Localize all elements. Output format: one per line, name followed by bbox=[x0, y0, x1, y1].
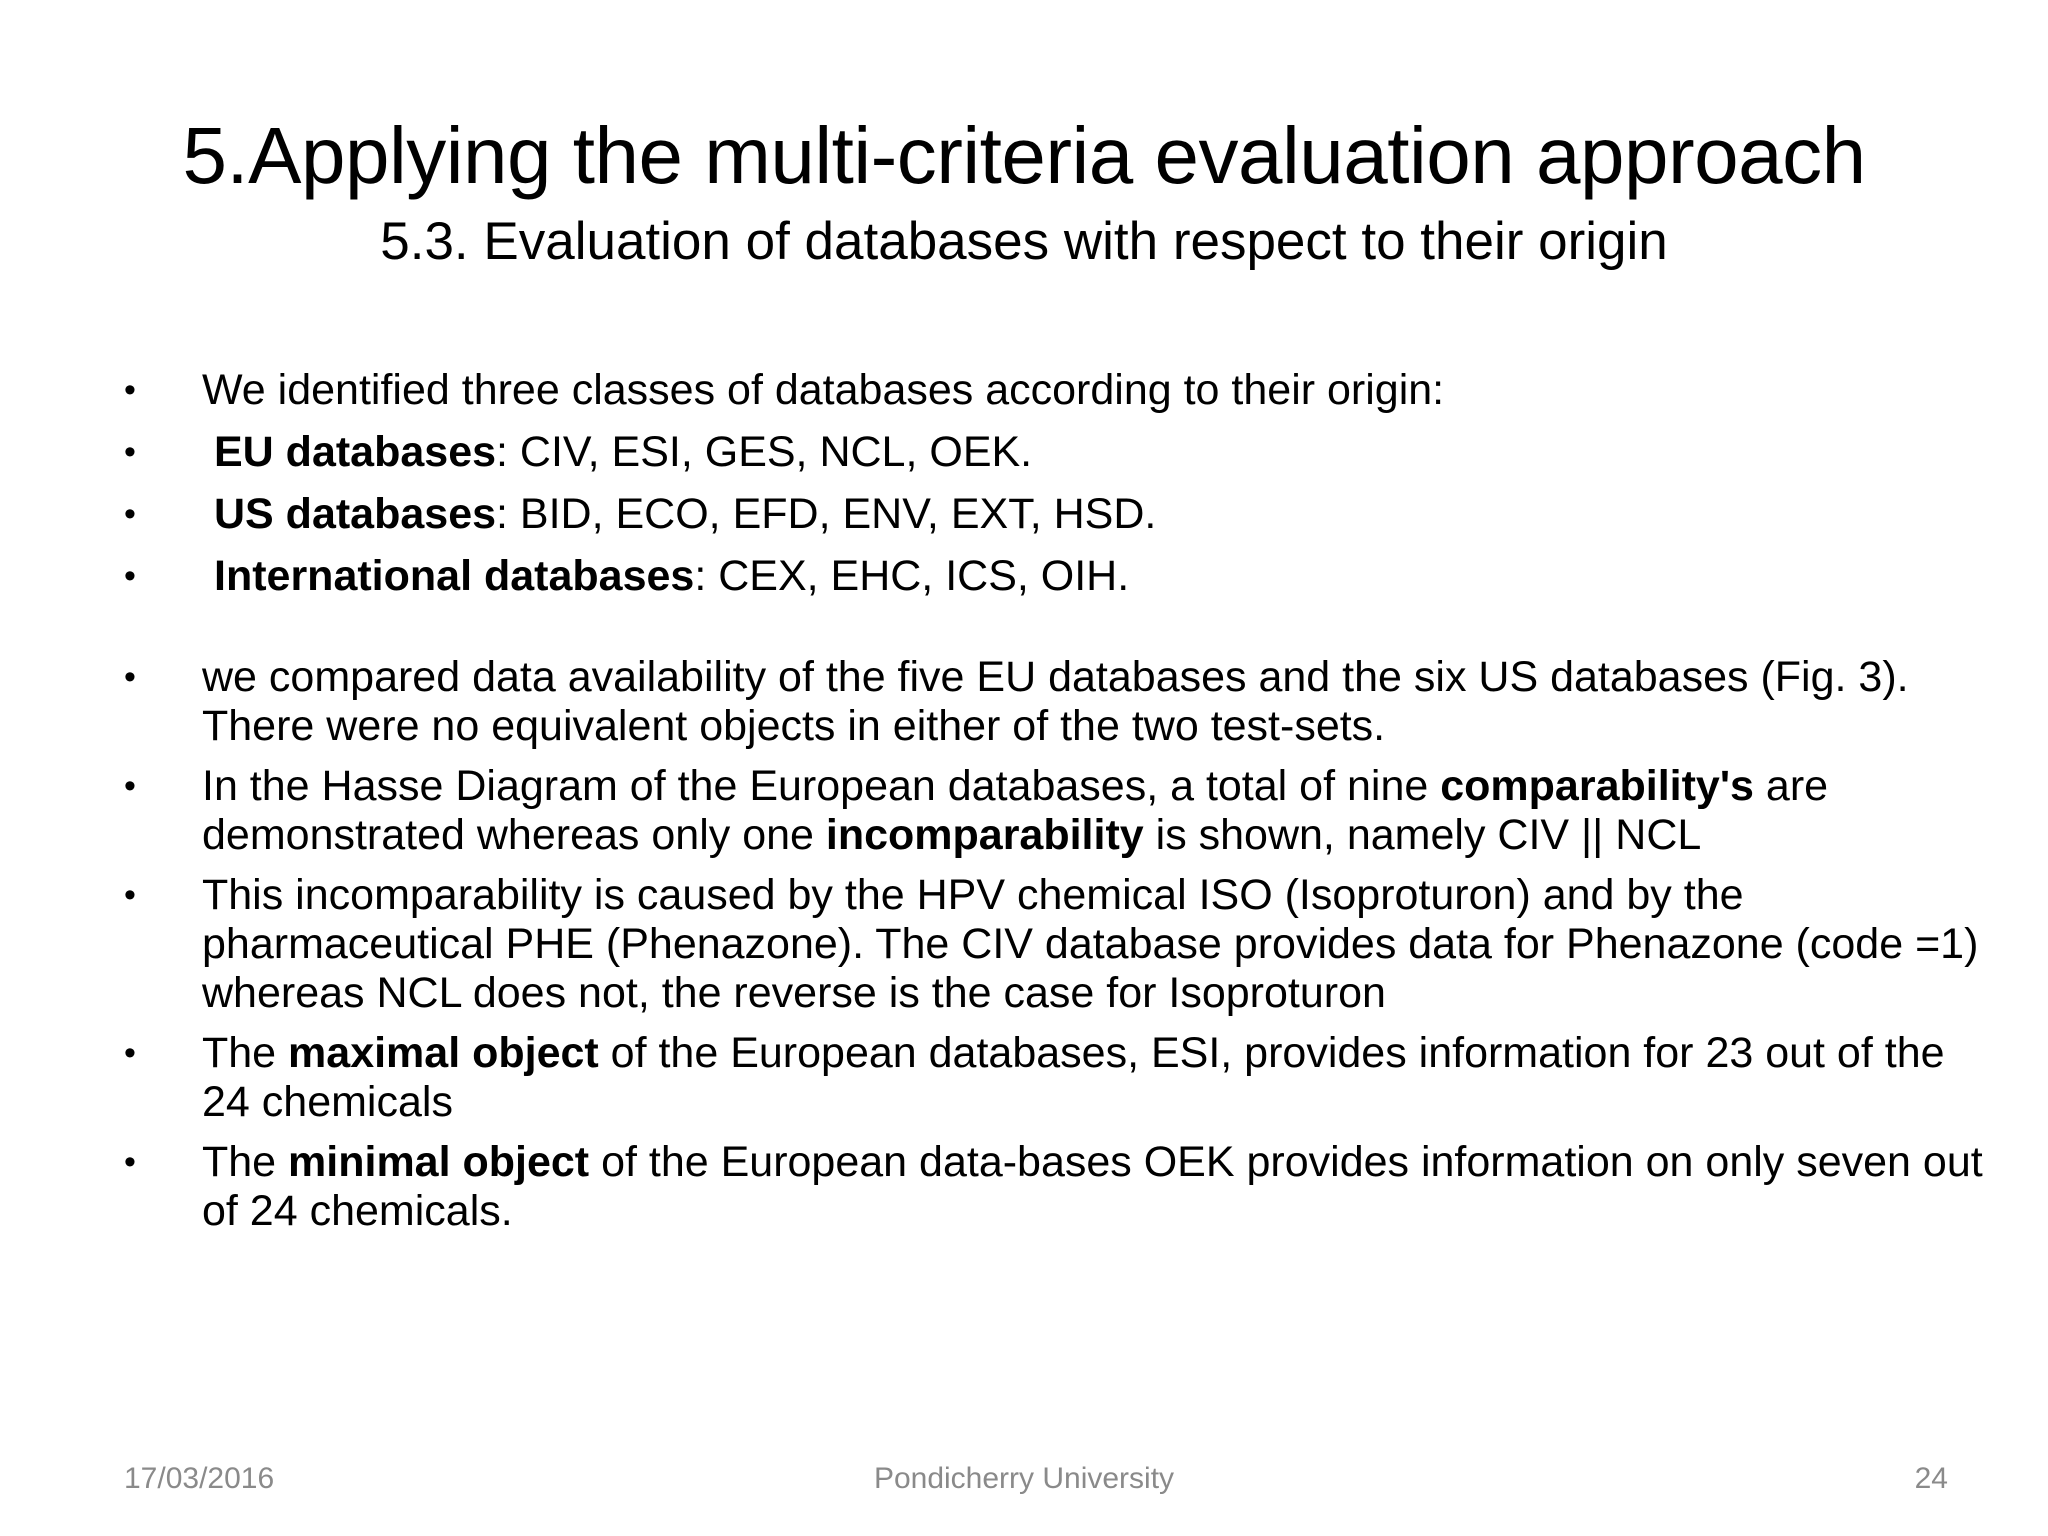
bullet-icon: • bbox=[124, 658, 136, 696]
bullet-icon: • bbox=[124, 495, 136, 533]
bullet-item-international bbox=[124, 552, 2004, 601]
page-number: 24 bbox=[1914, 1462, 1948, 1495]
text-run: of the European data-bases OEK provides information on only seven out of 24 chemicals. bbox=[202, 1138, 1983, 1235]
bullet-icon: • bbox=[124, 767, 136, 805]
bullet-text: We identified three classes of databases according to their origin: bbox=[202, 366, 1445, 414]
bold-term: incomparability bbox=[825, 811, 1144, 859]
bullet-list bbox=[124, 366, 2004, 1236]
bullet-text: we compared data availability of the five EU databases and the six US databases (Fig. 3). There were no equivalent objects in either of the two test-sets. bbox=[202, 653, 1909, 750]
footer-date: 17/03/2016 bbox=[124, 1462, 275, 1495]
bullet-item-eu bbox=[124, 428, 2004, 477]
bullet-item-intro bbox=[124, 366, 2004, 415]
bullet-text bbox=[202, 490, 2004, 539]
bullet-icon: • bbox=[124, 876, 136, 914]
class-label: EU databases bbox=[214, 428, 497, 476]
class-members: : BID, ECO, EFD, ENV, EXT, HSD. bbox=[496, 490, 1157, 538]
bullet-item-hasse bbox=[124, 762, 2004, 860]
slide-subtitle: 5.3. Evaluation of databases with respect to their origin bbox=[380, 212, 1668, 271]
bold-term: comparability's bbox=[1440, 762, 1754, 810]
bullet-icon: • bbox=[124, 1034, 136, 1072]
text-run: is shown, namely CIV || NCL bbox=[1143, 811, 1702, 859]
bullet-icon: • bbox=[124, 433, 136, 471]
bullet-text bbox=[202, 428, 2004, 477]
text-run: In the Hasse Diagram of the European databases, a total of nine bbox=[202, 762, 1441, 810]
bullet-text bbox=[202, 1138, 2004, 1236]
bullet-item-us bbox=[124, 490, 2004, 539]
bullet-text: This incomparability is caused by the HPV chemical ISO (Isoproturon) and by the pharmaceutical PHE (Phenazone). The CIV database provides data for Phenazone (code =1) whereas NCL does not, the reverse is the case for Isoproturon bbox=[202, 871, 1979, 1017]
bullet-icon: • bbox=[124, 557, 136, 595]
bullet-item-minimal bbox=[124, 1138, 2004, 1236]
bullet-item-incomparability bbox=[124, 871, 2004, 1018]
class-label: US databases bbox=[214, 490, 497, 538]
bullet-text bbox=[202, 762, 2004, 860]
bold-term: maximal object bbox=[288, 1029, 599, 1077]
bold-term: minimal object bbox=[288, 1138, 590, 1186]
bullet-icon: • bbox=[124, 1143, 136, 1181]
text-run: are demonstrated whereas only one bbox=[202, 762, 1829, 859]
bullet-text bbox=[202, 1029, 2004, 1127]
text-run: of the European databases, ESI, provides information for 23 out of the 24 chemicals bbox=[202, 1029, 1945, 1126]
footer-organization: Pondicherry University bbox=[873, 1462, 1175, 1495]
bullet-icon: • bbox=[124, 371, 136, 409]
class-label: International databases bbox=[214, 552, 695, 600]
bullet-item-maximal bbox=[124, 1029, 2004, 1127]
bullet-text bbox=[202, 552, 2004, 601]
text-run: The bbox=[202, 1029, 289, 1077]
bullet-item-comparison bbox=[124, 653, 2004, 751]
text-run: The bbox=[202, 1138, 289, 1186]
class-members: : CIV, ESI, GES, NCL, OEK. bbox=[496, 428, 1033, 476]
class-members: : CEX, EHC, ICS, OIH. bbox=[694, 552, 1130, 600]
slide-title: 5.Applying the multi-criteria evaluation approach bbox=[182, 111, 1866, 200]
